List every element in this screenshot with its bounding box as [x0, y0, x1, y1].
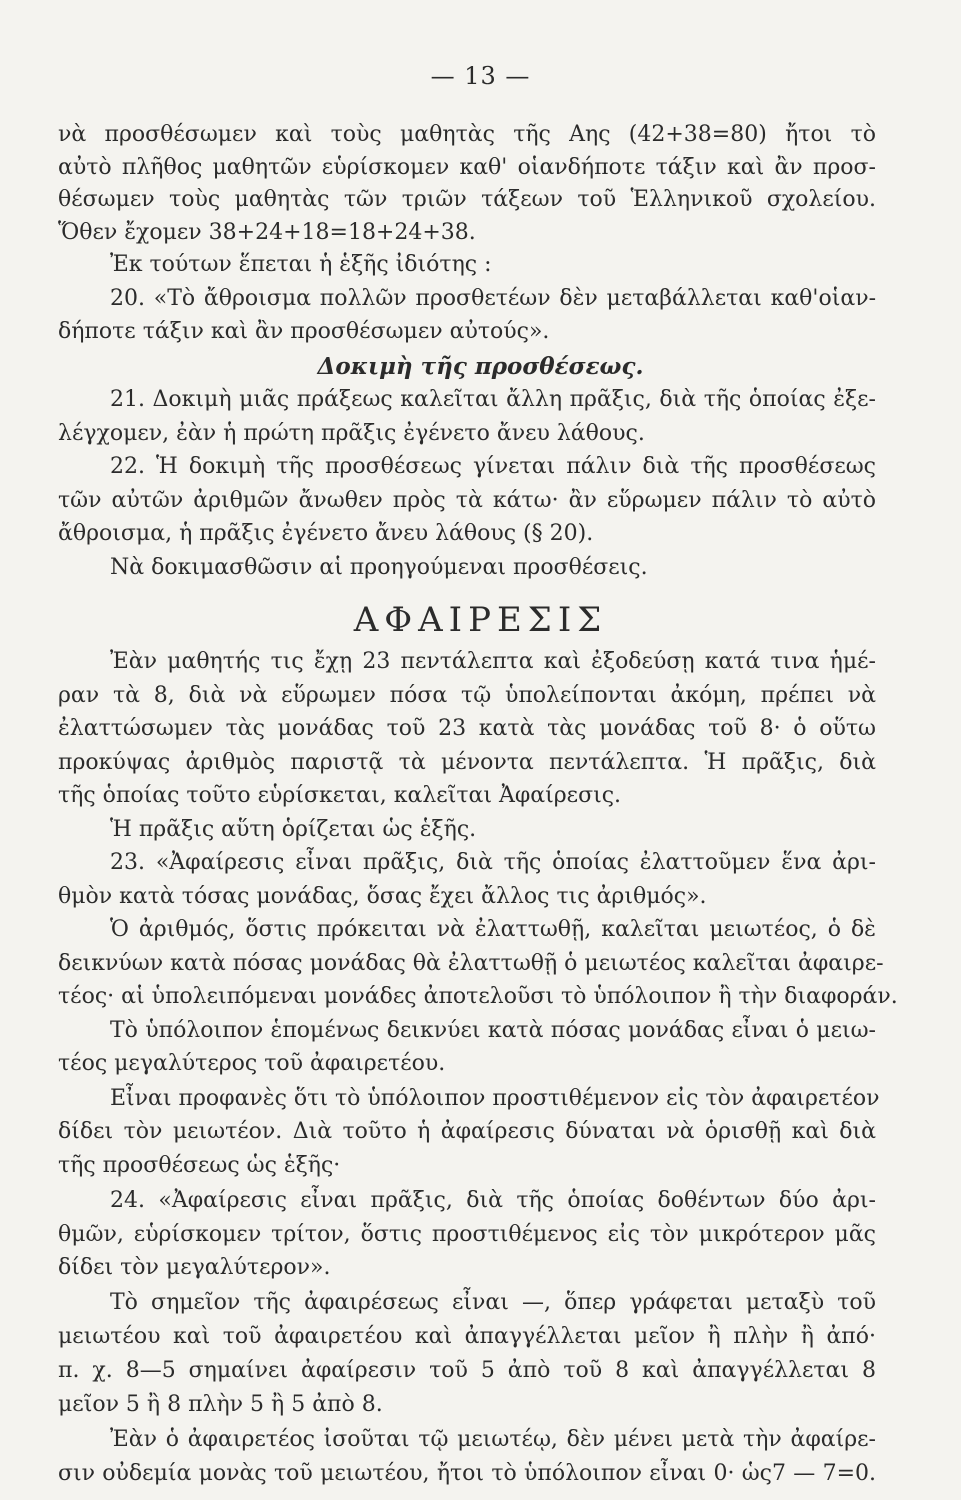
- text-line: Ἐὰν μαθητής τις ἔχῃ 23 πεντάλεπτα καὶ ἐξοδεύσῃ κατά τινα ἡμέ-: [110, 649, 876, 674]
- text-line: λέγχομεν, ἐὰν ἡ πρώτη πρᾶξις ἐγένετο ἄνευ λάθους.: [58, 421, 645, 446]
- text-line: μειωτέου καὶ τοῦ ἀφαιρετέου καὶ ἀπαγγέλλεται μεῖον ἢ πλὴν ἢ ἀπό·: [58, 1324, 876, 1349]
- text-line: Τὸ ὑπόλοιπον ἑπομένως δεικνύει κατὰ πόσας μονάδας εἶναι ὁ μειω-: [110, 1018, 876, 1043]
- text-line: Ὅθεν ἔχομεν 38+24+18=18+24+38.: [58, 220, 476, 245]
- text-line: Εἶναι προφανὲς ὅτι τὸ ὑπόλοιπον προστιθέμενον εἰς τὸν ἀφαιρετέον: [110, 1086, 880, 1111]
- text-line: προκύψας ἀριθμὸς παριστᾷ τὰ μένοντα πεντάλεπτα. Ἡ πρᾶξις, διὰ: [58, 750, 876, 775]
- text-line: Νὰ δοκιμασθῶσιν αἱ προηγούμεναι προσθέσεις.: [110, 555, 648, 580]
- subheading: Δοκιμὴ τῆς προσθέσεως.: [317, 353, 644, 380]
- text-line: νὰ προσθέσωμεν καὶ τοὺς μαθητὰς τῆς Αης (42+38=80) ἤτοι τὸ: [58, 122, 876, 147]
- text-line: ἄθροισμα, ἡ πρᾶξις ἐγένετο ἄνευ λάθους (§ 20).: [58, 521, 594, 546]
- text-line: δίδει τὸν μεγαλύτερον».: [58, 1255, 331, 1280]
- text-line: μεῖον 5 ἢ 8 πλὴν 5 ἢ 5 ἀπὸ 8.: [58, 1392, 383, 1417]
- section-title: ΑΦΑΙΡΕΣΙΣ: [353, 600, 608, 640]
- text-line: 20. «Τὸ ἄθροισμα πολλῶν προσθετέων δὲν μεταβάλλεται καθ'οἱαν-: [110, 286, 876, 311]
- text-line: δίδει τὸν μειωτέον. Διὰ τοῦτο ἡ ἀφαίρεσις δύναται νὰ ὁρισθῇ καὶ διὰ: [58, 1119, 876, 1144]
- text-line: τέος μεγαλύτερος τοῦ ἀφαιρετέου.: [58, 1051, 446, 1076]
- text-line: 23. «Ἀφαίρεσις εἶναι πρᾶξις, διὰ τῆς ὁποίας ἐλαττοῦμεν ἕνα ἀρι-: [110, 850, 876, 875]
- text-line: 22. Ἡ δοκιμὴ τῆς προσθέσεως γίνεται πάλιν διὰ τῆς προσθέσεως: [110, 454, 876, 479]
- text-line: θέσωμεν τοὺς μαθητὰς τῶν τριῶν τάξεων τοῦ Ἑλληνικοῦ σχολείου.: [58, 187, 876, 212]
- text-line: αὐτὸ πλῆθος μαθητῶν εὑρίσκομεν καθ' οἱανδήποτε τάξιν καὶ ἂν προσ-: [58, 155, 876, 180]
- text-line: Ἡ πρᾶξις αὕτη ὁρίζεται ὡς ἑξῆς.: [110, 817, 477, 842]
- text-line: τῆς ὁποίας τοῦτο εὑρίσκεται, καλεῖται Ἀφαίρεσις.: [58, 783, 622, 808]
- text-line: 24. «Ἀφαίρεσις εἶναι πρᾶξις, διὰ τῆς ὁποίας δοθέντων δύο ἀρι-: [110, 1188, 876, 1213]
- text-line: δεικνύων κατὰ πόσας μονάδας θὰ ἐλαττωθῇ ὁ μειωτέος καλεῖται ἀφαιρε-: [58, 951, 884, 976]
- page-number: — 13 —: [430, 62, 531, 90]
- text-line: σιν οὐδεμία μονὰς τοῦ μειωτέου, ἤτοι τὸ ὑπόλοιπον εἶναι 0· ὡς7 — 7=0.: [58, 1461, 876, 1486]
- text-line: τῆς προσθέσεως ὡς ἑξῆς·: [58, 1153, 341, 1178]
- text-line: 21. Δοκιμὴ μιᾶς πράξεως καλεῖται ἄλλη πρᾶξις, διὰ τῆς ὁποίας ἐξε-: [110, 387, 876, 412]
- text-line: τῶν αὐτῶν ἀριθμῶν ἄνωθεν πρὸς τὰ κάτω· ἂν εὕρωμεν πάλιν τὸ αὐτὸ: [58, 488, 876, 513]
- text-line: π. χ. 8—5 σημαίνει ἀφαίρεσιν τοῦ 5 ἀπὸ τοῦ 8 καὶ ἀπαγγέλλεται 8: [58, 1358, 876, 1383]
- text-line: θμὸν κατὰ τόσας μονάδας, ὅσας ἔχει ἄλλος τις ἀριθμός».: [58, 884, 707, 909]
- text-line: θμῶν, εὑρίσκομεν τρίτον, ὅστις προστιθέμενος εἰς τὸν μικρότερον μᾶς: [58, 1222, 876, 1247]
- text-line: Ἐὰν ὁ ἀφαιρετέος ἰσοῦται τῷ μειωτέῳ, δὲν μένει μετὰ τὴν ἀφαίρε-: [110, 1427, 876, 1452]
- text-line: ραν τὰ 8, διὰ νὰ εὕρωμεν πόσα τῷ ὑπολείπονται ἀκόμη, πρέπει νὰ: [58, 683, 876, 708]
- text-line: Ἐκ τούτων ἕπεται ἡ ἑξῆς ἰδιότης :: [110, 252, 492, 277]
- text-line: Τὸ σημεῖον τῆς ἀφαιρέσεως εἶναι —, ὅπερ γράφεται μεταξὺ τοῦ: [110, 1290, 876, 1315]
- text-line: τέος· αἱ ὑπολειπόμεναι μονάδες ἀποτελοῦσι τὸ ὑπόλοιπον ἢ τὴν διαφοράν.: [58, 984, 898, 1009]
- text-line: ἐλαττώσωμεν τὰς μονάδας τοῦ 23 κατὰ τὰς μονάδας τοῦ 8· ὁ οὕτω: [58, 716, 876, 741]
- text-line: Ὁ ἀριθμός, ὅστις πρόκειται νὰ ἐλαττωθῇ, καλεῖται μειωτέος, ὁ δὲ: [110, 917, 876, 942]
- text-line: δήποτε τάξιν καὶ ἂν προσθέσωμεν αὐτούς».: [58, 319, 550, 344]
